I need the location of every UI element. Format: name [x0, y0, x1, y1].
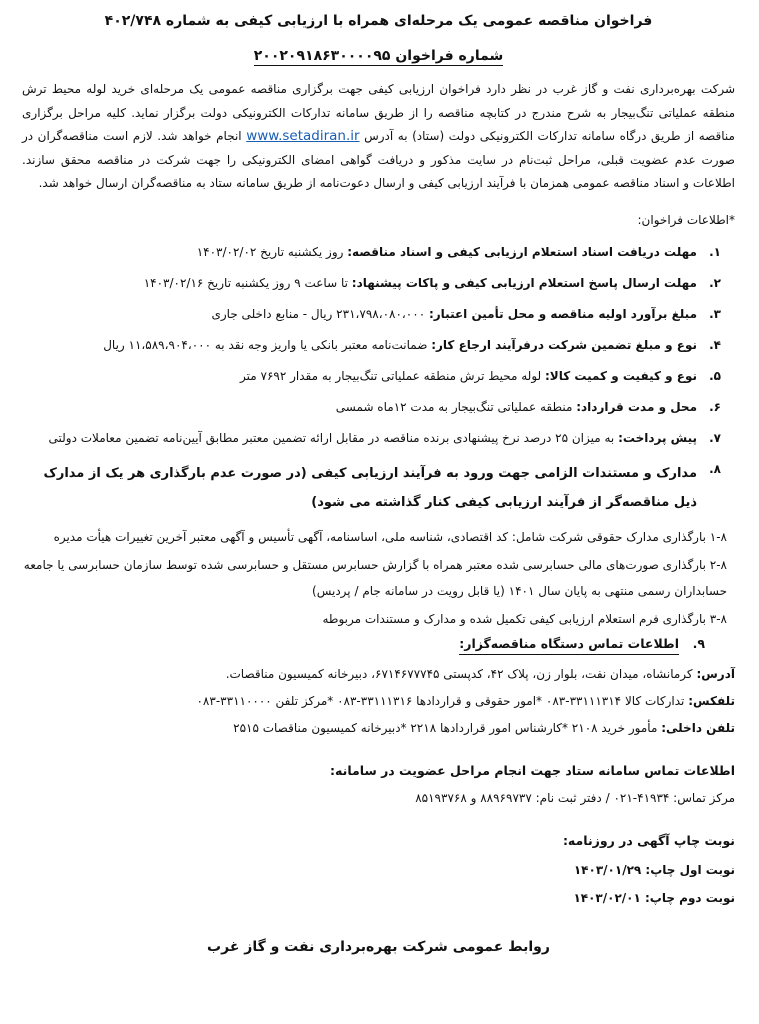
item-number: ۱.	[709, 244, 721, 259]
item-text: ۲۳۱،۷۹۸،۰۸۰،۰۰۰ ریال - منابع داخلی جاری	[211, 306, 429, 321]
info-item-2	[22, 273, 735, 293]
info-item-1	[22, 242, 735, 262]
item-label: مهلت ارسال پاسخ استعلام ارزیابی کیفی و پاکات پیشنهاد:	[351, 275, 697, 290]
first-print-date: نوبت اول چاپ: ۱۴۰۳/۰۱/۲۹	[573, 862, 735, 877]
call-number-text: شماره فراخوان ۲۰۰۲۰۹۱۸۶۳۰۰۰۰۹۵	[253, 48, 504, 64]
list-item: ۳-۸ بارگذاری فرم استعلام ارزیابی کیفی تکمیل شده و مدارک و مستندات مربوطه	[322, 611, 727, 626]
notice-title: فراخوان مناقصه عمومی یک مرحله‌ای همراه با ارزیابی کیفی به شماره ۴۰۲/۷۴۸	[104, 13, 653, 29]
required-documents-list	[22, 524, 735, 632]
list-item: ۲-۸ بارگذاری صورت‌های مالی حسابرسی شده معتبر همراه با گزارش حسابرس مستقل و حسابرسی شده توسط سازمان حسابرسی یا جامعه حسابداران رسمی منتهی به پایان سال ۱۴۰۱ (یا قابل رویت در سامانه جام / پردیس)	[23, 557, 727, 598]
item-text: به میزان ۲۵ درصد نرخ پیشنهادی برنده مناقصه در مقابل ارائه تضمین معتبر مطابق آیین‌نامه تضمین معاملات دولتی	[48, 430, 619, 445]
address-text: کرمانشاه، میدان نفت، بلوار زن، پلاک ۴۲، کدپستی ۶۷۱۴۶۷۷۷۴۵، دبیرخانه کمیسیون مناقصات.	[225, 666, 697, 681]
setad-contact-line: مرکز تماس: ۴۱۹۳۴-۰۲۱ / دفتر ثبت نام: ۸۸۹۶۹۷۳۷ و ۸۵۱۹۳۷۶۸	[415, 790, 735, 805]
item-number: ۴.	[709, 337, 721, 352]
item-number: ۸.	[709, 461, 721, 476]
item-text: روز یکشنبه تاریخ ۱۴۰۳/۰۲/۰۲	[196, 244, 348, 259]
internal-phone-line	[22, 715, 735, 741]
intro-text-2: انجام خواهد شد. لازم است مناقصه‌گران در صورت عدم عضویت قبلی، مراحل ثبت‌نام در سایت مذکور و دریافت گواهی امضای الکترونیکی را جهت شرکت در مناقصه محقق سازند. اطلاعات و اسناد مناقصه عمومی همزمان با فرآیند ارزیابی کیفی و ارسال دعوت‌نامه از طریق سامانه ستاد به مناقصه‌گران ارسال خواهد شد.	[22, 129, 735, 190]
info-item-7	[22, 428, 735, 448]
item-text: مدارک و مستندات الزامی جهت ورود به فرآیند ارزیابی کیفی (در صورت عدم بارگذاری هر یک از مدارک ذیل مناقصه‌گر از فرآیند ارزیابی کیفی کنار گذاشته می شود)	[43, 465, 697, 510]
item-label: نوع و کیفیت و کمیت کالا:	[545, 368, 697, 383]
intro-text-1: شرکت بهره‌برداری نفت و گاز غرب در نظر دارد فراخوان ارزیابی کیفی جهت برگزاری مناقصه عمومی یک مرحله‌ای خرید لوله محیط ترش منطقه عملیاتی تنگ‌بیجار به شرح مندرج در کتابچه مناقصه را از طریق سامانه تدارکات الکترونیکی دولت برگزار نماید. کلیه مراحل برگزاری مناقصه از طریق درگاه سامانه تدارکات الکترونیکی دولت (ستاد) به آدرس	[22, 82, 735, 143]
footer-signature: روابط عمومی شرکت بهره‌برداری نفت و گاز غرب	[207, 938, 550, 955]
item-number: ۶.	[709, 399, 721, 414]
item-text: ضمانت‌نامه معتبر بانکی یا واریز وجه نقد به ۱۱،۵۸۹،۹۰۴،۰۰۰ ریال	[103, 337, 432, 352]
second-print-date: نوبت دوم چاپ: ۱۴۰۳/۰۲/۰۱	[573, 890, 735, 905]
address-line	[22, 661, 735, 687]
item-number: ۵.	[709, 368, 721, 383]
info-item-4	[22, 335, 735, 355]
item-number: ۲.	[709, 275, 721, 290]
internal-phone-text: مأمور خرید ۲۱۰۸ *کارشناس امور قراردادها ۲۲۱۸ *دبیرخانه کمیسیون مناقصات ۲۵۱۵	[233, 720, 662, 735]
list-item: ۱-۸ بارگذاری مدارک حقوقی شرکت شامل: کد اقتصادی، شناسه ملی، اساسنامه، آگهی تأسیس و آگهی معتبر آخرین تغییرات هیأت مدیره	[53, 529, 727, 544]
item-text: منطقه عملیاتی تنگ‌بیجار به مدت ۱۲ماه شمسی	[335, 399, 577, 414]
item-number: ۹.	[692, 635, 705, 651]
item-number: ۳.	[709, 306, 721, 321]
item-label: مبلغ برآورد اولیه مناقصه و محل تأمین اعتبار:	[428, 306, 697, 321]
item-number: ۷.	[709, 430, 721, 445]
item-label: مهلت دریافت اسناد استعلام ارزیابی کیفی و اسناد مناقصه:	[347, 244, 697, 259]
info-item-8	[22, 459, 735, 517]
contact-heading	[22, 634, 735, 655]
internal-phone-label: تلفن داخلی:	[661, 720, 735, 735]
intro-paragraph	[22, 78, 735, 196]
info-item-3	[22, 304, 735, 324]
contact-title: اطلاعات تماس دستگاه مناقصه‌گزار:	[459, 634, 679, 655]
item-text: لوله محیط ترش منطقه عملیاتی تنگ‌بیجار به مقدار ۷۶۹۲ متر	[240, 368, 545, 383]
setadiran-link[interactable]: www.setadiran.ir	[246, 128, 360, 144]
item-label: پیش پرداخت:	[618, 430, 697, 445]
setad-contact-title: اطلاعات تماس سامانه ستاد جهت انجام مراحل عضویت در سامانه:	[330, 762, 735, 778]
item-label: محل و مدت قرارداد:	[576, 399, 697, 414]
item-text: تا ساعت ۹ روز یکشنبه تاریخ ۱۴۰۳/۰۲/۱۶	[143, 275, 352, 290]
address-label: آدرس:	[696, 666, 735, 681]
fax-label: تلفکس:	[688, 693, 735, 708]
info-list	[22, 242, 735, 517]
info-label: *اطلاعات فراخوان:	[637, 212, 735, 227]
fax-line	[22, 688, 735, 714]
item-label: نوع و مبلغ تضمین شرکت درفرآیند ارجاع کار:	[431, 337, 697, 352]
call-number	[22, 46, 735, 66]
fax-text: تدارکات کالا ۳۳۱۱۱۳۱۴-۰۸۳ *امور حقوقی و قراردادها ۳۳۱۱۱۳۱۶-۰۸۳ *مرکز تلفن ۳۳۱۱۰۰۰۰-۰۸۳	[196, 693, 689, 708]
print-schedule-title: نوبت چاپ آگهی در روزنامه:	[562, 832, 735, 848]
info-item-5	[22, 366, 735, 386]
info-item-6	[22, 397, 735, 417]
